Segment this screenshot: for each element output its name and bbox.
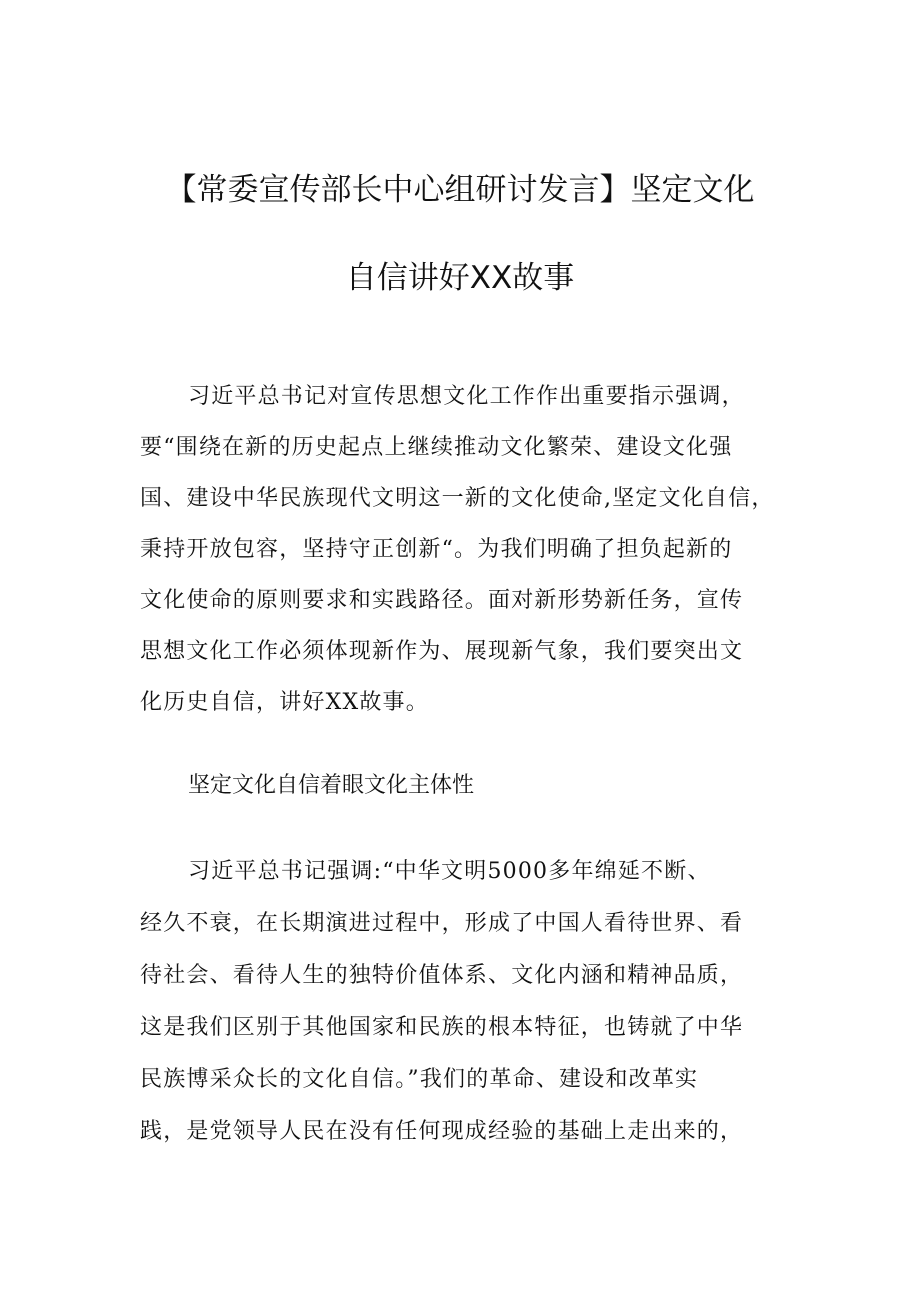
paragraph-line: 习近平总书记对宣传思想文化工作作出重要指示强调， [188,384,745,409]
paragraph-line: 待社会、看待人生的独特价值体系、文化内涵和精神品质， [140,963,744,988]
paragraph-line: 化历史自信，讲好XX故事。 [140,690,429,715]
paragraph-line: 经久不衰，在长期演进过程中，形成了中国人看待世界、看 [140,911,744,936]
paragraph-line: 要“围绕在新的历史起点上继续推动文化繁荣、建设文化强 [140,435,733,460]
paragraph-line: 文化使命的原则要求和实践路径。面对新形势新任务，宣传 [140,588,744,613]
paragraph-line: 思想文化工作必须体现新作为、展现新气象，我们要突出文 [140,639,744,664]
paragraph-line: 习近平总书记强调:“中华文明5000多年绵延不断、 [188,859,711,884]
title-line-1: 【常委宣传部长中心组研讨发言】坚定文化 [165,172,755,208]
section-heading: 坚定文化自信着眼文化主体性 [188,773,475,798]
title-line-2: 自信讲好XX故事 [345,260,575,296]
paragraph-line: 民族博采众长的文化自信。”我们的革命、建设和改革实 [140,1067,699,1092]
paragraph-line: 国、建设中华民族现代文明这一新的文化使命,坚定文化自信， [140,486,775,511]
paragraph-line: 践，是党领导人民在没有任何现成经验的基础上走出来的， [140,1119,744,1144]
paragraph-line: 秉持开放包容，坚持守正创新“。为我们明确了担负起新的 [140,537,733,562]
paragraph-line: 这是我们区别于其他国家和民族的根本特征，也铸就了中华 [140,1015,744,1040]
